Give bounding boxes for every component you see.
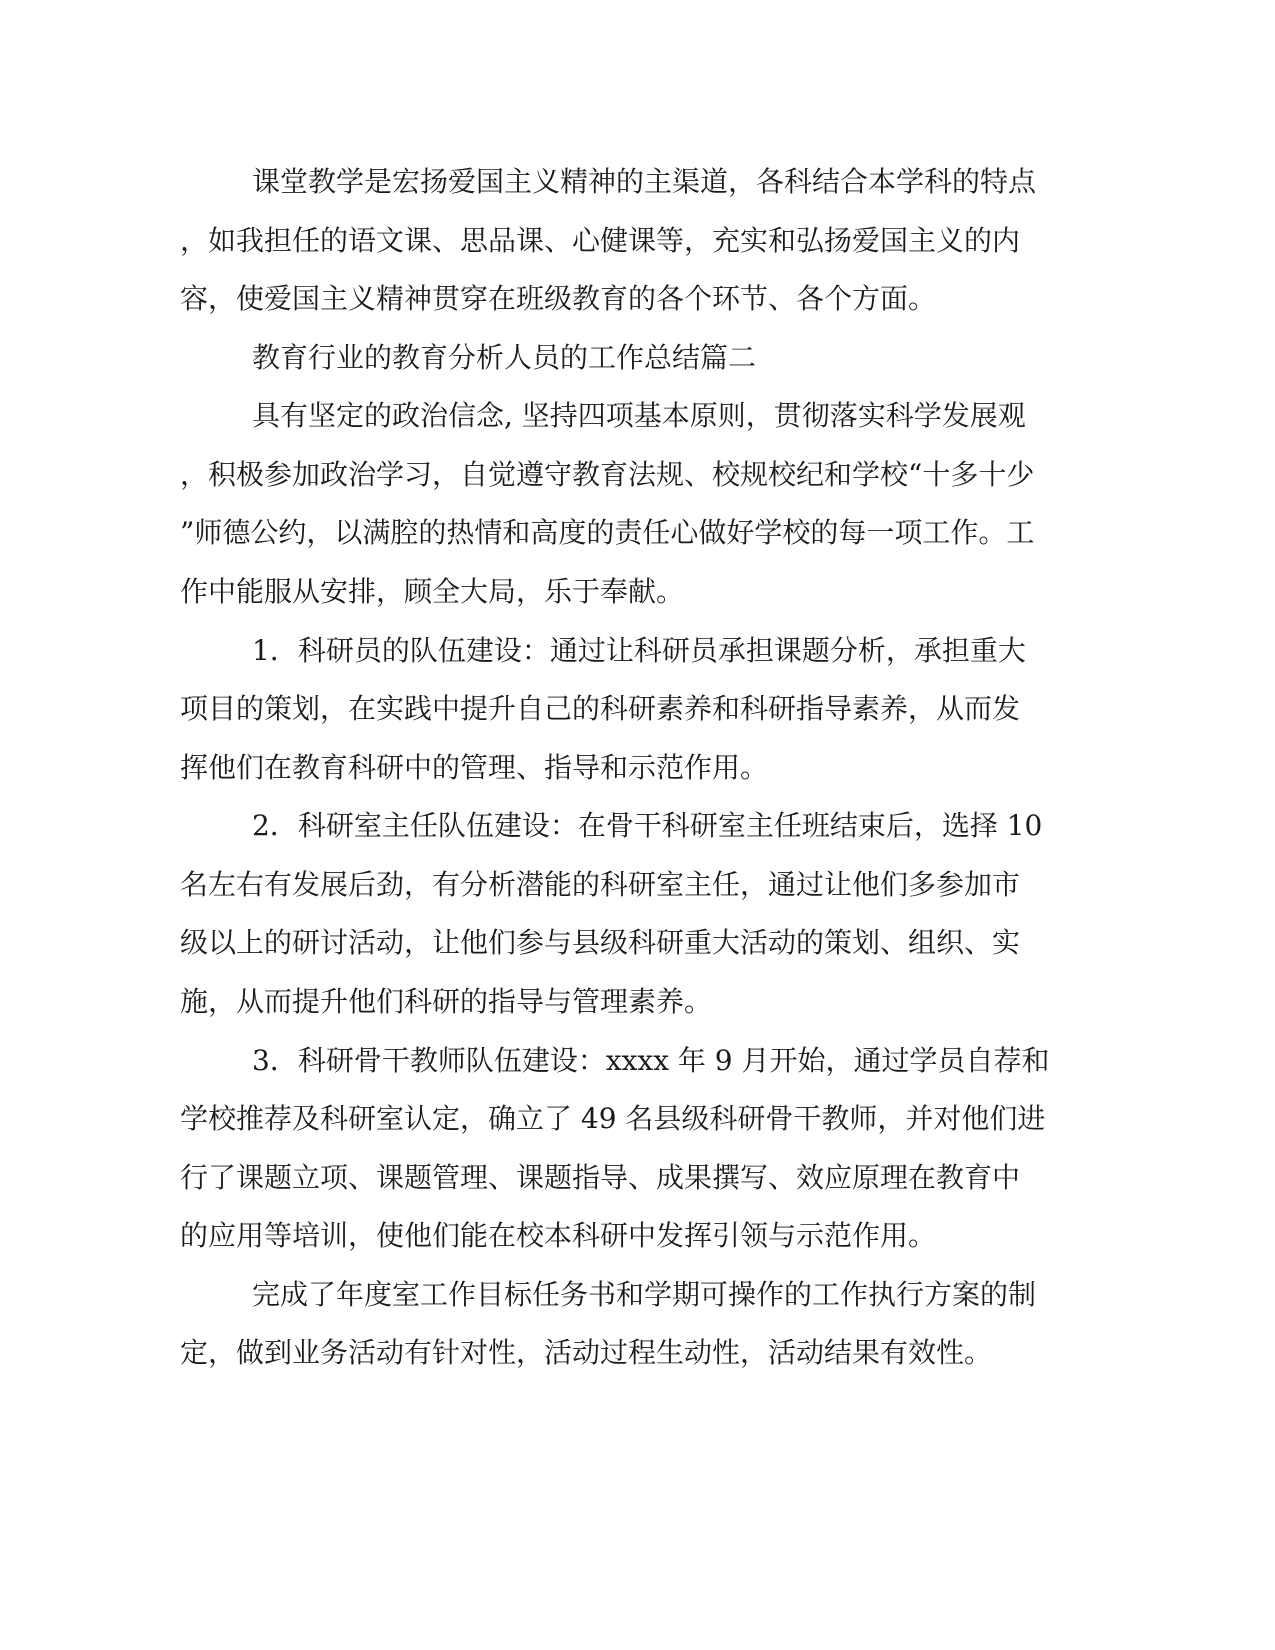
text-line: ，积极参加政治学习，自觉遵守教育法规、校规校纪和学校“十多十少 [180, 458, 1035, 491]
text-line: ”师德公约，以满腔的热情和高度的责任心做好学校的每一项工作。工 [180, 516, 1035, 549]
text-line: 名左右有发展后劲，有分析潜能的科研室主任，通过让他们多参加市 [180, 868, 1021, 901]
text-line: 作中能服从安排，顾全大局，乐于奉献。 [180, 575, 685, 608]
section-heading: 教育行业的教育分析人员的工作总结篇二 [252, 341, 757, 374]
list-item-line: 3．科研骨干教师队伍建设：xxxx 年 9 月开始，通过学员自荐和 [252, 1044, 1050, 1077]
text-line: 级以上的研讨活动，让他们参与县级科研重大活动的策划、组织、实 [180, 926, 1021, 959]
text-line: ，如我担任的语文课、思品课、心健课等，充实和弘扬爱国主义的内 [180, 224, 1021, 257]
text-line: 完成了年度室工作目标任务书和学期可操作的工作执行方案的制 [252, 1278, 1037, 1311]
text-line: 的应用等培训，使他们能在校本科研中发挥引领与示范作用。 [180, 1219, 937, 1252]
list-item-line: 2．科研室主任队伍建设：在骨干科研室主任班结束后，选择 10 [252, 809, 1043, 842]
text-line: 容，使爱国主义精神贯穿在班级教育的各个环节、各个方面。 [180, 282, 937, 315]
text-line: 行了课题立项、课题管理、课题指导、成果撰写、效应原理在教育中 [180, 1161, 1021, 1194]
text-line: 定，做到业务活动有针对性，活动过程生动性，活动结果有效性。 [180, 1336, 993, 1369]
text-line: 施，从而提升他们科研的指导与管理素养。 [180, 985, 713, 1018]
text-line: 学校推荐及科研室认定，确立了 49 名县级科研骨干教师，并对他们进 [180, 1102, 1046, 1135]
text-line: 具有坚定的政治信念, 坚持四项基本原则，贯彻落实科学发展观 [252, 399, 1026, 432]
text-line: 挥他们在教育科研中的管理、指导和示范作用。 [180, 751, 769, 784]
text-line: 课堂教学是宏扬爱国主义精神的主渠道，各科结合本学科的特点 [252, 165, 1037, 198]
list-item-line: 1．科研员的队伍建设：通过让科研员承担课题分析，承担重大 [252, 634, 1026, 667]
text-line: 项目的策划，在实践中提升自己的科研素养和科研指导素养，从而发 [180, 692, 1021, 725]
